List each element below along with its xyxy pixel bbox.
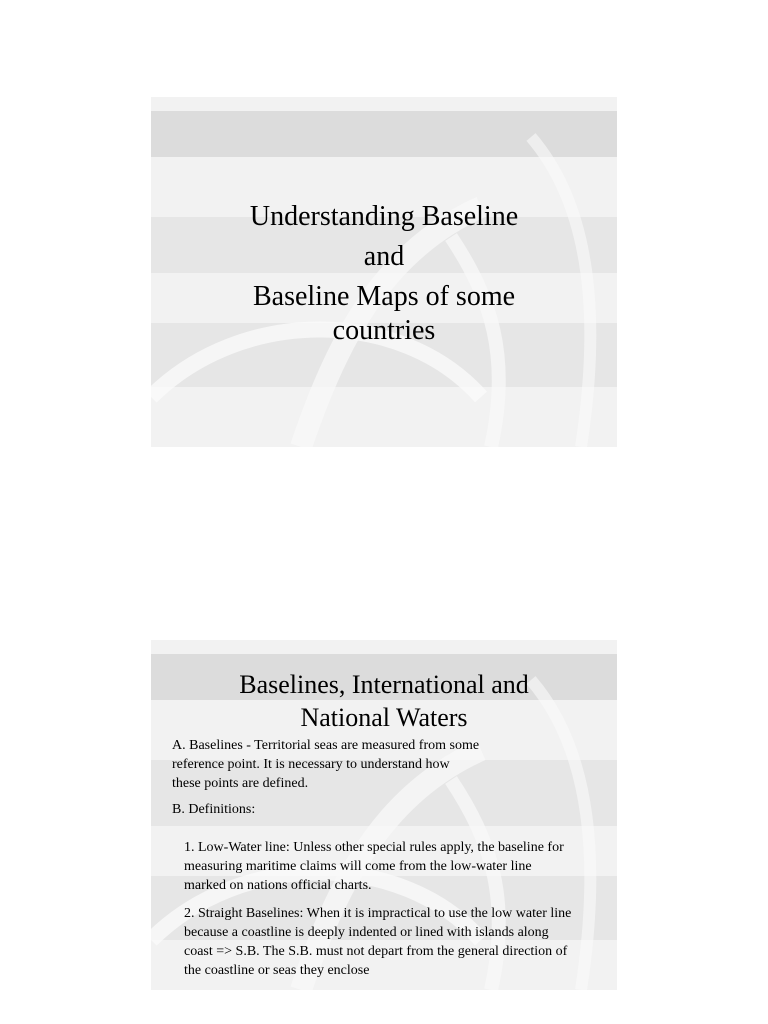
text-line: 1. Low-Water line: Unless other special rules apply, the baseline for: [184, 840, 564, 855]
title-line: and: [363, 241, 405, 272]
text-line: measuring maritime claims will come from the low-water line: [184, 859, 532, 874]
slide-title: [151, 97, 617, 447]
title-line: Baseline Maps of some: [252, 281, 516, 312]
definition-straight-baselines: [184, 904, 571, 980]
title-line: Understanding Baseline: [249, 201, 519, 232]
text-line: B. Definitions:: [172, 802, 256, 817]
text-line: 2. Straight Baselines: When it is impractical to use the low water line: [184, 906, 572, 921]
text-line: the coastline or seas they enclose: [184, 963, 370, 978]
heading-line: Baselines, International and: [239, 670, 529, 699]
slide-title-text: [151, 197, 617, 351]
paragraph-definitions-heading: [172, 800, 255, 819]
text-line: these points are defined.: [172, 776, 309, 791]
text-line: reference point. It is necessary to understand how: [172, 757, 450, 772]
text-line: marked on nations official charts.: [184, 878, 372, 893]
title-line: countries: [332, 315, 436, 346]
text-line: because a coastline is deeply indented or lined with islands along: [184, 925, 549, 940]
slide-baselines: [151, 640, 617, 990]
paragraph-baselines: [172, 736, 479, 793]
text-line: A. Baselines - Territorial seas are measured from some: [172, 738, 480, 753]
text-line: coast => S.B. The S.B. must not depart from the general direction of: [184, 944, 568, 959]
slide-heading: [151, 668, 617, 734]
definition-low-water-line: [184, 838, 564, 895]
heading-line: National Waters: [300, 703, 468, 732]
